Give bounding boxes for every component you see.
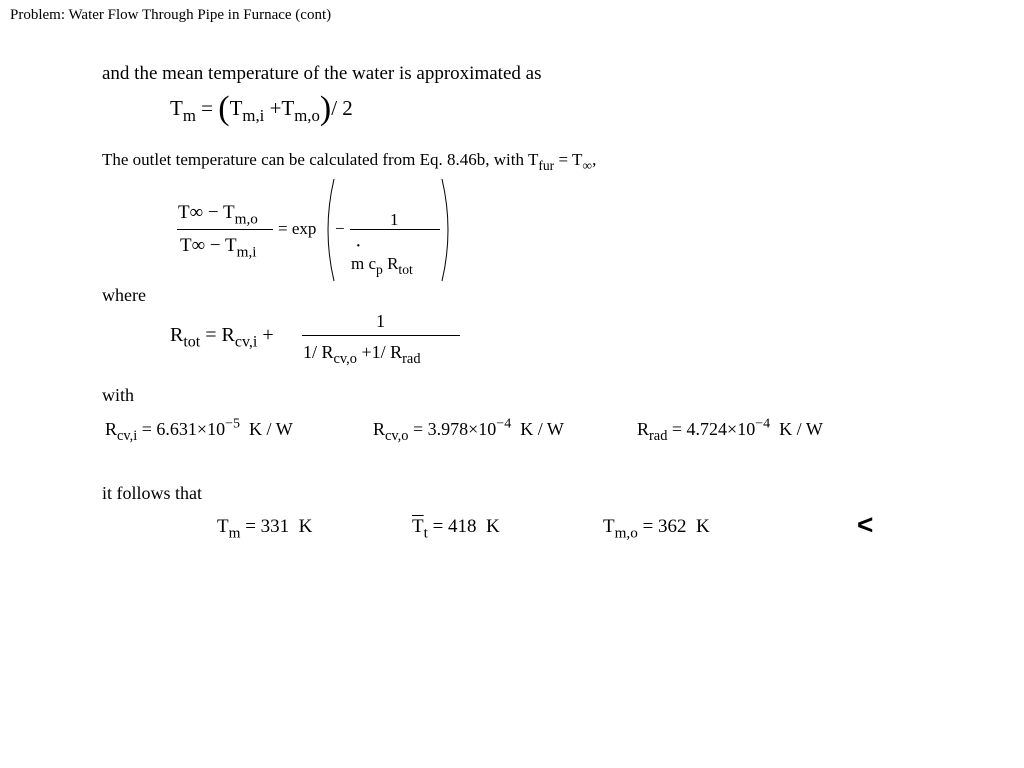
right-paren-shape — [442, 179, 448, 281]
where-label: where — [102, 285, 146, 305]
den-text: T∞ − T — [180, 235, 237, 256]
rrad-eq: = 4.724×10 — [667, 419, 756, 439]
open-paren: ( — [218, 90, 230, 127]
fur-subscript: fur — [538, 157, 555, 173]
rrad-symbol: R — [637, 419, 650, 439]
tmi-symbol: T — [229, 96, 243, 120]
rtot-denominator — [303, 342, 421, 368]
result-tm-sub: m — [228, 524, 241, 542]
rcvo-exp: −4 — [496, 415, 512, 432]
close-paren: ) — [319, 90, 332, 127]
result-tm-value: = 331 K — [240, 516, 313, 537]
den-subscript: m,i — [236, 243, 257, 261]
num-text: T∞ − T — [178, 202, 235, 223]
rcvo-eq: = 3.978×10 — [408, 419, 497, 439]
divide-two: / 2 — [331, 96, 353, 120]
equals: = — [195, 96, 213, 120]
rcvi-eq: = 6.631×10 — [137, 419, 226, 439]
cp-subscript: p — [376, 261, 383, 277]
c-text: c — [364, 254, 377, 273]
plus: + — [264, 96, 282, 120]
den-a-subscript: cv,o — [333, 351, 357, 368]
rrad-unit: K / W — [770, 419, 823, 439]
result-tt-symbol: $\overline{T}$ — [412, 516, 424, 537]
rrad-exp: −4 — [755, 415, 771, 432]
ratio-numerator — [178, 202, 258, 228]
rrad-value — [637, 415, 823, 445]
result-tm-symbol: T — [217, 516, 229, 537]
mdot-dot: · — [355, 235, 362, 257]
rtot-numerator: 1 — [376, 311, 385, 331]
equals-exp: = exp — [278, 219, 317, 238]
outlet-equals: = T — [554, 150, 583, 169]
rtot-lhs — [170, 324, 274, 351]
rcvi-sub: cv,i — [117, 428, 138, 445]
rrad-sub: rad — [649, 428, 668, 445]
den-b-subscript: rad — [402, 351, 421, 368]
page-title: Problem: Water Flow Through Pipe in Furnace (cont) — [10, 7, 332, 23]
rcvi-subscript: cv,i — [234, 333, 258, 351]
rtot-equals: = R — [200, 324, 235, 346]
rcvi-symbol: R — [105, 419, 118, 439]
m-text: m — [351, 254, 365, 273]
ratio-fraction-bar — [177, 229, 273, 230]
result-tmo-symbol: T — [603, 516, 615, 537]
rcvo-symbol: R — [373, 419, 386, 439]
rcvi-exp: −5 — [225, 415, 241, 432]
ratio-denominator — [180, 235, 257, 261]
result-tt-sub: t — [423, 524, 428, 542]
inner-numerator: 1 — [390, 210, 399, 229]
rtot-subscript: tot — [398, 261, 413, 277]
rcvo-value — [373, 415, 564, 445]
rcvi-unit: K / W — [240, 419, 293, 439]
inner-fraction-bar — [350, 229, 440, 230]
rcvi-value — [105, 415, 293, 445]
infinity-subscript: ∞ — [582, 157, 593, 173]
follows-label: it follows that — [102, 483, 202, 503]
result-tmo — [603, 516, 710, 542]
tmi-subscript: m,i — [242, 105, 265, 125]
tm-subscript: m — [182, 105, 196, 125]
outlet-sentence — [102, 150, 597, 173]
result-tmo-sub: m,o — [614, 524, 638, 542]
num-subscript: m,o — [234, 210, 258, 228]
mean-temperature-equation — [170, 92, 353, 126]
result-tm — [217, 516, 313, 542]
outlet-text: The outlet temperature can be calculated from Eq. 8.46b, with T — [102, 150, 539, 169]
tm-symbol: T — [170, 96, 183, 120]
exp-minus: − — [335, 219, 345, 238]
with-label: with — [102, 385, 135, 405]
result-tmo-value: = 362 K — [637, 516, 710, 537]
tmo-symbol: T — [281, 96, 295, 120]
inner-denominator — [351, 254, 413, 277]
intro-text: and the mean temperature of the water is approximated as — [102, 63, 542, 84]
rtot-symbol: R — [170, 324, 184, 346]
r-text: R — [382, 254, 399, 273]
rcvo-sub: cv,o — [385, 428, 409, 445]
result-tt-value: = 418 K — [427, 516, 500, 537]
rtot-plus: + — [257, 324, 274, 346]
den-plus: +1/ R — [356, 342, 403, 362]
den-a: 1/ R — [303, 342, 334, 362]
rtot-lhs-subscript: tot — [183, 333, 201, 351]
rtot-fraction-bar — [302, 335, 460, 336]
rcvo-unit: K / W — [511, 419, 564, 439]
result-tt — [412, 516, 500, 542]
left-paren-shape — [328, 179, 334, 281]
answer-marker-icon: < — [857, 509, 874, 540]
outlet-comma: , — [592, 150, 597, 169]
tmo-subscript: m,o — [294, 105, 320, 125]
